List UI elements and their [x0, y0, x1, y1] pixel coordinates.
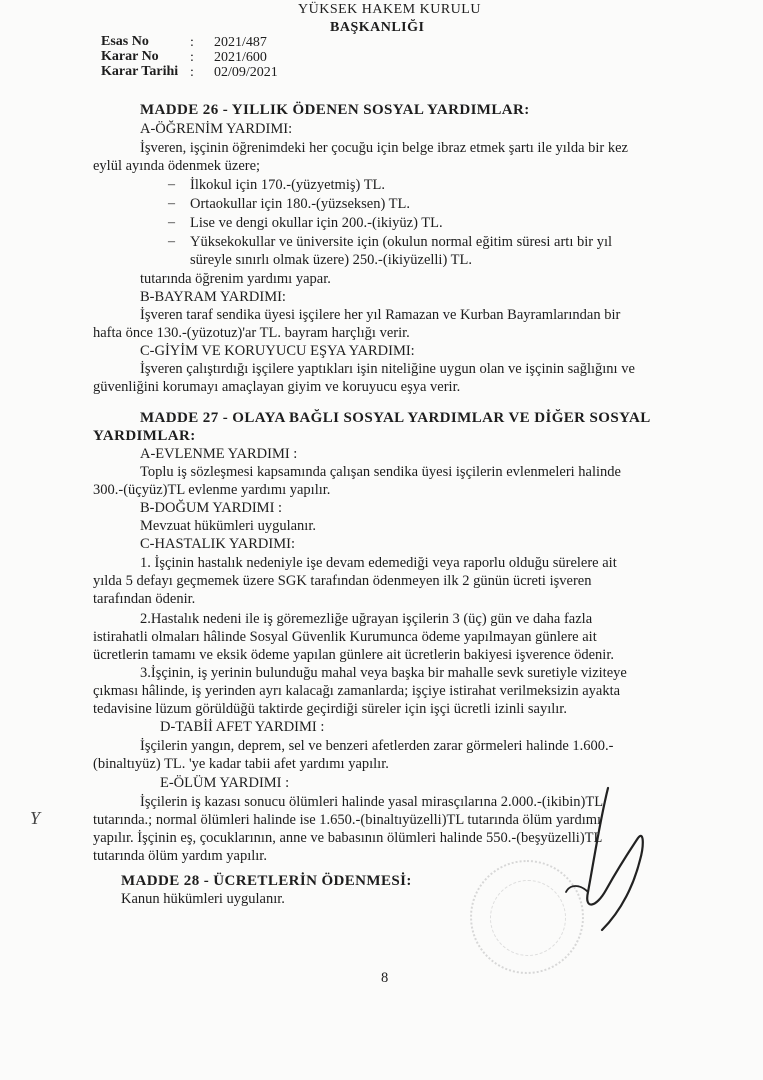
m27-d-p2: (binaltıyüz) TL. 'ye kadar tabii afet yardımı yapılır. [93, 756, 389, 772]
m27-d-p1: İşçilerin yangın, deprem, sel ve benzeri afetlerden zarar görmeleri halinde 1.600.- [140, 738, 614, 754]
m27-c2-line-2: istirahatli olmaları hâlinde Sosyal Güvenlik Kurumunca ödeme yapılmayan günlere ait [93, 629, 597, 645]
m26-a-p2: eylül ayında ödenmek üzere; [93, 158, 261, 174]
m26-b-title: B-BAYRAM YARDIMI: [140, 289, 286, 305]
karar-value: 2021/600 [214, 50, 267, 65]
m27-b-title: B-DOĞUM YARDIMI : [140, 500, 283, 516]
m27-c3-line-2: çıkması hâlinde, iş yerinden ayrı kalacağı zamanlarda; işçiye istirahat verilmeksizin ayakta [93, 683, 621, 699]
esas-value: 2021/487 [214, 35, 267, 50]
esas-label: Esas No [101, 34, 149, 49]
bullet-dash: – [168, 177, 175, 192]
m27-e-title: E-ÖLÜM YARDIMI : [160, 775, 290, 791]
m27-e-p2: tutarında.; normal ölümleri halinde ise 1.650.-(binaltıyüzelli)TL tutarında ölüm yardımı [93, 812, 602, 828]
m26-a-p1: İşveren, işçinin öğrenimdeki her çocuğu için belge ibraz etmek şartı ile yılda bir kez [140, 140, 628, 156]
m26-item-3: Lise ve dengi okullar için 200.-(ikiyüz) TL. [190, 215, 443, 231]
karar-sep: : [190, 50, 194, 65]
m26-a-p3: tutarında öğrenim yardımı yapar. [140, 271, 331, 287]
madde-27-title-1: MADDE 27 - OLAYA BAĞLI SOSYAL YARDIMLAR VE DİĞER SOSYAL [140, 410, 651, 426]
m27-c1-line-1: 1. İşçinin hastalık nedeniyle işe devam edemediği veya raporlu olduğu sürelere ait [140, 555, 617, 571]
m27-c1-line-3: tarafından ödenir. [93, 591, 196, 607]
m26-b-p2: hafta önce 130.-(yüzotuz)'ar TL. bayram harçlığı verir. [93, 325, 410, 341]
tarih-value: 02/09/2021 [214, 65, 278, 80]
m27-c1-line-2: yılda 5 defayı geçmemek üzere SGK tarafından ödenmeyen ilk 2 günün ücreti işveren [93, 573, 592, 589]
m27-b-p1: Mevzuat hükümleri uygulanır. [140, 518, 316, 534]
m27-c3-line-3: tedavisine lüzum görüldüğü taktirde geçirdiği süreler için işçi ücretli izinli sayılır. [93, 701, 567, 717]
madde-26-title: MADDE 26 - YILLIK ÖDENEN SOSYAL YARDIMLAR: [140, 102, 530, 118]
m27-a-p1: Toplu iş sözleşmesi kapsamında çalışan sendika üyesi işçilerin evlenmeleri halinde [140, 464, 621, 480]
m26-item-4a: Yüksekokullar ve üniversite için (okulun normal eğitim süresi artı bir yıl [190, 234, 613, 250]
esas-sep: : [190, 35, 194, 50]
m27-c-title: C-HASTALIK YARDIMI: [140, 536, 295, 552]
karar-label: Karar No [101, 49, 159, 64]
m26-item-2: Ortaokullar için 180.-(yüzseksen) TL. [190, 196, 410, 212]
bullet-dash: – [168, 196, 175, 211]
m26-item-4b: süreyle sınırlı olmak üzere) 250.-(ikiyüzelli) TL. [190, 252, 472, 268]
bullet-dash: – [168, 234, 175, 249]
m27-c2-line-1: 2.Hastalık nedeni ile iş göremezliğe uğrayan işçilerin 3 (üç) gün ve daha fazla [140, 611, 593, 627]
m28-p1: Kanun hükümleri uygulanır. [121, 891, 285, 907]
m27-a-title: A-EVLENME YARDIMI : [140, 446, 298, 462]
tarih-label: Karar Tarihi [101, 64, 179, 79]
m27-a-p2: 300.-(üçyüz)TL evlenme yardımı yapılır. [93, 482, 331, 498]
header-line-1: YÜKSEK HAKEM KURULU [298, 2, 481, 17]
m26-b-p1: İşveren taraf sendika üyesi işçilere her yıl Ramazan ve Kurban Bayramlarından bir [140, 307, 621, 323]
madde-28-title: MADDE 28 - ÜCRETLERİN ÖDENMESİ: [121, 873, 412, 889]
m26-c-p2: güvenliğini korumayı amaçlayan giyim ve koruyucu eşya verir. [93, 379, 461, 395]
madde-27-title-2: YARDIMLAR: [93, 428, 196, 444]
page-number: 8 [381, 970, 389, 986]
m27-d-title: D-TABİİ AFET YARDIMI : [160, 719, 325, 735]
m27-e-p3: yapılır. İşçinin eş, çocuklarının, anne ve babasının ölümleri halinde 550.-(beşyüzelli)TL [93, 830, 603, 846]
m27-e-p4: tutarında ölüm yardım yapılır. [93, 848, 267, 864]
m27-c2-line-3: ücretlerin tamamı ve eksik ödeme yapılan günlere ait ücretlerin bakiyesi işverence ödenir. [93, 647, 614, 663]
m26-c-title: C-GİYİM VE KORUYUCU EŞYA YARDIMI: [140, 343, 415, 359]
m26-item-1: İlkokul için 170.-(yüzyetmiş) TL. [190, 177, 386, 193]
signature-graphic [540, 780, 670, 950]
m26-c-p1: İşveren çalıştırdığı işçilere yaptıkları işin niteliğine uygun olan ve işçinin sağlığını ve [140, 361, 635, 377]
m27-c3-line-1: 3.İşçinin, iş yerinin bulunduğu mahal veya başka bir mahalle sevk suretiyle viziteye [140, 665, 627, 681]
m26-a-title: A-ÖĞRENİM YARDIMI: [140, 121, 293, 137]
m27-e-p1: İşçilerin iş kazası sonucu ölümleri halinde yasal mirasçılarına 2.000.-(ikibin)TL [140, 794, 604, 810]
tarih-sep: : [190, 65, 194, 80]
margin-handwritten-mark: Y [30, 808, 41, 828]
bullet-dash: – [168, 215, 175, 230]
header-line-2: BAŞKANLIĞI [330, 20, 425, 35]
